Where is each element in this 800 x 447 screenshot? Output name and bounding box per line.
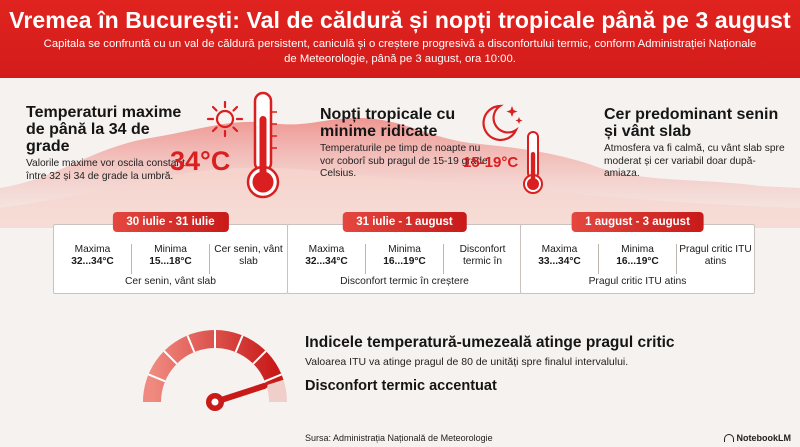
- condition-cell: [677, 244, 754, 274]
- period-footer: Cer senin, vânt slab: [124, 276, 216, 287]
- cell-label: Minima: [388, 244, 421, 255]
- max-temp-cell: [288, 244, 366, 274]
- cell-value: 16...19°C: [383, 256, 426, 267]
- period-card: [520, 216, 755, 294]
- period-card: [287, 216, 522, 294]
- period-label: 30 iulie - 31 iulie: [112, 212, 228, 232]
- period-card: [53, 216, 288, 294]
- period-label: 1 august - 3 august: [571, 212, 704, 232]
- page-title: Vremea în București: Val de căldură și nopți tropicale până pe 3 august: [9, 7, 791, 33]
- thermometer-icon: [520, 130, 546, 196]
- max-temp-badge: 34°C: [170, 146, 231, 176]
- feature-max-temp-title: Temperaturi maxime de până la 34 de grade: [26, 104, 182, 155]
- feature-max-temp-text: Valorile maxime vor oscila constant între 32 și 34 de grade la umbră.: [26, 158, 185, 182]
- brand-label: NotebookLM: [736, 433, 791, 443]
- gauge-fill: [152, 339, 275, 402]
- cell-value: 33...34°C: [538, 256, 581, 267]
- cell-label: Maxima: [308, 244, 345, 255]
- gauge-icon: [140, 310, 290, 445]
- header-banner: [0, 0, 800, 78]
- cell-label: Maxima: [74, 244, 111, 255]
- feature-tropical-nights-text: Temperaturile pe timp de noapte nu vor coborî sub pragul de 15-19 grade Celsius.: [320, 143, 488, 179]
- itu-accent: Disconfort termic accentuat: [305, 378, 497, 394]
- cell-value: 15...18°C: [149, 256, 192, 267]
- cell-label: Minima: [154, 244, 187, 255]
- feature-clear-sky: [604, 106, 789, 181]
- min-temp-cell: [366, 244, 444, 274]
- feature-tropical-nights-title: Nopți tropicale cu minime ridicate: [320, 106, 456, 140]
- moon-stars-icon: [476, 100, 524, 148]
- notebooklm-icon: [724, 434, 734, 442]
- max-temp-cell: [521, 244, 599, 274]
- period-label: 31 iulie - 1 august: [342, 212, 467, 232]
- cell-label: Disconfort termic în: [459, 244, 506, 267]
- cell-value: 32...34°C: [305, 256, 348, 267]
- cell-value: 32...34°C: [71, 256, 114, 267]
- min-temp-cell: [132, 244, 210, 274]
- cell-value: 16...19°C: [616, 256, 659, 267]
- thermometer-icon: [243, 90, 283, 202]
- night-temp-badge: 15-19°C: [463, 154, 519, 171]
- period-footer: Disconfort termic în creștere: [340, 276, 469, 287]
- page-subtitle: Capitala se confruntă cu un val de căldură persistent, caniculă și o creștere progresivă a disconfortului termic, conform Administrației Naționale de Meteorologie, până pe 3 august, ora 10:00.: [43, 38, 757, 65]
- cell-label: Cer senin, vânt slab: [214, 244, 283, 267]
- condition-cell: [210, 244, 287, 274]
- cell-label: Maxima: [541, 244, 578, 255]
- feature-clear-sky-title: Cer predominant senin și vânt slab: [604, 106, 779, 140]
- brand-logo: [724, 433, 792, 443]
- period-footer: Pragul critic ITU atins: [588, 276, 687, 287]
- cell-label: Minima: [621, 244, 654, 255]
- condition-cell: [444, 244, 521, 274]
- itu-title: Indicele temperatură-umezeală atinge pragul critic: [305, 334, 675, 351]
- cell-label: Pragul critic ITU atins: [679, 244, 752, 267]
- min-temp-cell: [599, 244, 677, 274]
- source-note: Sursa: Administrația Națională de Meteorologie: [305, 433, 493, 443]
- sun-icon: [206, 100, 244, 138]
- max-temp-cell: [54, 244, 132, 274]
- itu-description: Valoarea ITU va atinge pragul de 80 de unități spre finalul intervalului.: [305, 356, 629, 368]
- feature-clear-sky-text: Atmosfera va fi calmă, cu vânt slab spre moderat și cer variabil doar după-amiaza.: [604, 143, 785, 179]
